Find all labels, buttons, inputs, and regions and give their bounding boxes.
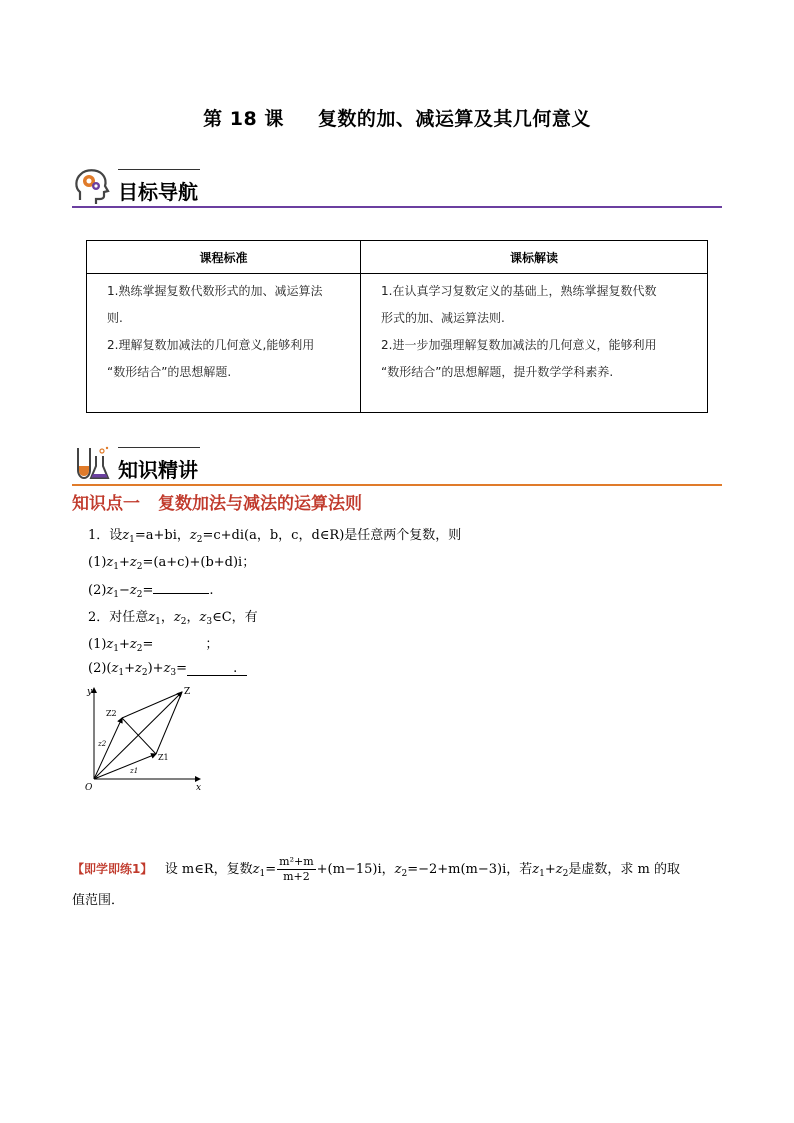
fraction: $\frac{\text{m²+m}}{m+2}$ (279, 855, 314, 883)
exercise-continuation: 值范围． (72, 893, 125, 908)
section-rule-knowledge (72, 484, 722, 486)
section-label: 目标导航 (118, 180, 198, 204)
table-header: 课标解读 (361, 241, 708, 274)
item1-sum-rule: $(1)z_1+z_2=(a+c)+(b+d)i$； (88, 555, 256, 572)
lesson-topic: 复数的加、减运算及其几何意义 (317, 108, 591, 130)
cell-line: 1.在认真学习复数定义的基础上，熟练掌握复数代数 (381, 284, 657, 298)
parallelogram-diagram (78, 682, 208, 794)
cell-line: “数形结合”的思想解题，提升数学学科素养. (381, 365, 614, 379)
item1-difference-rule: $(2)z_1-z_2=$ . (88, 579, 214, 600)
axis-label-x: x (196, 783, 202, 793)
table-cell-interpretation (361, 274, 708, 413)
lesson-number: 第 18 课 (203, 108, 284, 130)
page-title (0, 104, 794, 131)
axis-label-y: y (87, 687, 93, 697)
section-rule-goal (72, 206, 722, 208)
section-label: 知识精讲 (118, 458, 198, 482)
exercise-tag: 【即学即练1】 (72, 862, 153, 876)
standards-table (86, 240, 708, 413)
point-label-z1: Z1 (158, 753, 169, 762)
cell-line: “数形结合”的思想解题. (107, 365, 232, 379)
point-label-z: Z (184, 687, 191, 697)
vector-label-z1: z1 (130, 767, 139, 775)
cell-line: 1.熟练掌握复数代数形式的加、减运算法 (107, 284, 323, 298)
exercise-statement: 【即学即练1】 设 m∈R，复数$z_1=$ $\frac{\text{m²+m}}{m+2}$ +(m−15)i，$z_2=-2+m(m-3)i$，若$z_1+z_2$是虚数，求 m 的取 (72, 855, 680, 883)
item2-associative: $(2)(z_1+z_2)+z_3=$ . (88, 661, 247, 678)
table-header: 课程标准 (87, 241, 361, 274)
origin-label: O (85, 783, 93, 793)
item2-commutative: $(1)z_1+z_2=$ ； (88, 637, 219, 654)
cell-line: 2.进一步加强理解复数加减法的几何意义，能够利用 (381, 338, 657, 352)
cell-line: 形式的加、减运算法则. (381, 311, 505, 325)
lab-flask-icon (72, 444, 112, 484)
item1-statement: 1．设$z_1=a+bi$，$z_2=c+di(a$，b，c，d∈R)是任意两个复数，则 (88, 528, 462, 545)
knowledge-point-heading (72, 489, 362, 514)
vector-label-z2: z2 (98, 740, 107, 748)
answer-blank[interactable] (153, 579, 209, 594)
knowledge-point-label: 知识点一 (72, 494, 140, 514)
brain-gears-icon (72, 166, 112, 206)
cell-line: 2.理解复数加减法的几何意义,能够利用 (107, 338, 315, 352)
knowledge-point-title: 复数加法与减法的运算法则 (158, 494, 362, 514)
cell-line: 则. (107, 311, 123, 325)
answer-blank[interactable]: . (187, 661, 247, 676)
point-label-z2: Z2 (106, 709, 117, 718)
table-cell-standards (87, 274, 361, 413)
item2-statement: 2．对任意$z_1$，$z_2$，$z_3\in C$，有 (88, 610, 258, 627)
